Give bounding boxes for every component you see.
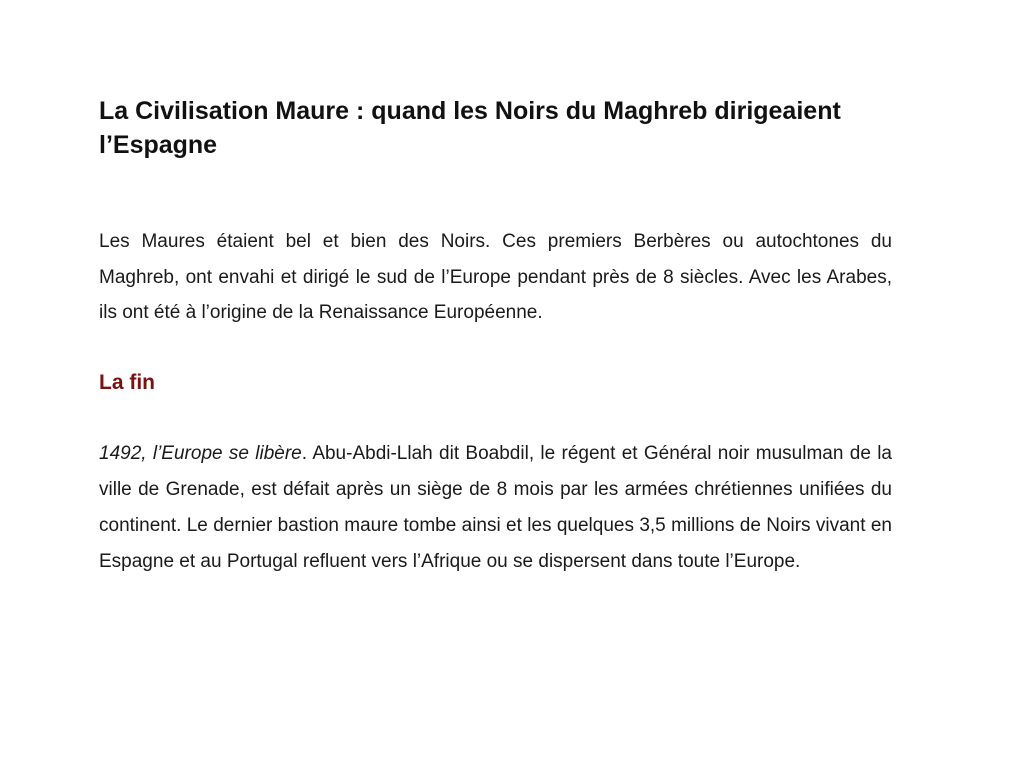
- section-heading-la-fin: La fin: [99, 371, 155, 394]
- intro-paragraph: Les Maures étaient bel et bien des Noirs. Ces premiers Berbères ou autochtones du Maghreb, ont envahi et dirigé le sud de l’Europe pendant près de 8 siècles. Avec les Arabes, ils ont été à l’origine de la Renaissance Européenne.: [99, 231, 892, 323]
- paragraph-body: . Abu-Abdi-Llah dit Boabdil, le régent et Général noir musulman de la ville de Grenade, est défait après un siège de 8 mois par les armées chrétiennes unifiées du continent. Le dernier bastion maure tombe ainsi et les quelques 3,5 millions de Noirs vivant en Espagne et au Portugal refluent vers l’Afrique ou se dispersent dans toute l’Europe.: [99, 443, 892, 572]
- section-paragraph: [99, 436, 892, 580]
- paragraph-lead-italic: 1492, l’Europe se libère: [99, 443, 302, 464]
- article-title: La Civilisation Maure : quand les Noirs du Maghreb dirigeaient l’Espagne: [99, 97, 841, 159]
